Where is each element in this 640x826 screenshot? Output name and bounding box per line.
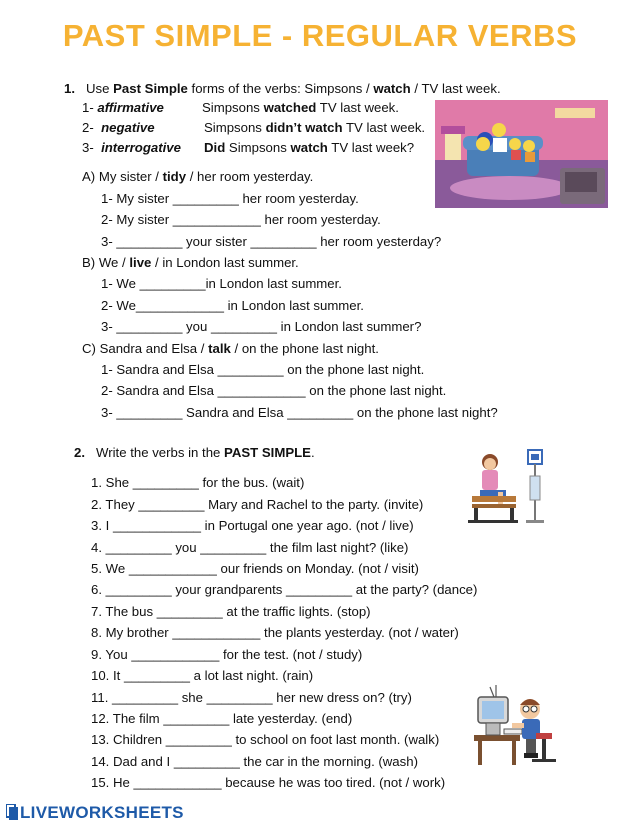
form-number: 2- [82, 120, 94, 135]
list-item: 2. They _________ Mary and Rachel to the party. (invite) [91, 497, 424, 512]
instr-text: Write the verbs in the [96, 445, 225, 460]
list-item: 5. We ____________ our friends on Monday. (not / visit) [91, 561, 419, 576]
form-bold: watched [263, 100, 317, 115]
list-item: 15. He ____________ because he was too tired. (not / work) [91, 775, 446, 790]
form-bold: didn’t watch [265, 120, 343, 135]
group-c-line: 3- _________ Sandra and Elsa _________ on the phone last night? [101, 405, 498, 420]
instr-text: forms of the verbs: Simpsons / [187, 81, 374, 96]
group-text: C) Sandra and Elsa / [82, 341, 209, 356]
exercise-2-instruction [74, 445, 315, 461]
list-item: 11. _________ she _________ her new dress on? (try) [91, 690, 412, 705]
list-item: 1. She _________ for the bus. (wait) [91, 475, 305, 490]
form-text: Simpsons [225, 140, 291, 155]
instr-bold: Past Simple [113, 81, 188, 96]
list-item: 14. Dad and I _________ the car in the morning. (wash) [91, 754, 418, 769]
group-a-heading [82, 169, 313, 185]
list-item: 10. It _________ a lot last night. (rain) [91, 668, 314, 683]
form-example [202, 100, 399, 116]
group-text: / on the phone last night. [230, 341, 379, 356]
form-text: Simpsons [204, 120, 266, 135]
exercise-1-instruction [64, 81, 501, 97]
group-verb: tidy [162, 169, 187, 184]
list-item: 12. The film _________ late yesterday. (end) [91, 711, 353, 726]
group-c-line: 2- Sandra and Elsa ____________ on the phone last night. [101, 383, 447, 398]
group-text: B) We / [82, 255, 130, 270]
form-text: TV last week. [316, 100, 399, 115]
exercise-2-number: 2. [74, 445, 85, 460]
list-item: 9. You ____________ for the test. (not / study) [91, 647, 363, 662]
form-example [204, 120, 425, 136]
form-row [82, 100, 164, 116]
list-item: 7. The bus _________ at the traffic lights. (stop) [91, 604, 371, 619]
group-text: A) My sister / [82, 169, 163, 184]
exercise-1-number: 1. [64, 81, 75, 96]
group-b-line: 1- We _________in London last summer. [101, 276, 342, 291]
simpsons-tv-image [435, 100, 608, 208]
form-tag: negative [101, 120, 155, 135]
logo-text: LIVEWORKSHEETS [20, 803, 184, 822]
list-item: 3. I ____________ in Portugal one year ago. (not / live) [91, 518, 414, 533]
group-text: / in London last summer. [151, 255, 299, 270]
group-a-line: 2- My sister ____________ her room yesterday. [101, 212, 381, 227]
form-text: TV last week? [327, 140, 415, 155]
form-number: 3- [82, 140, 94, 155]
instr-verb: watch [373, 81, 411, 96]
group-b-heading [82, 255, 299, 271]
logo-icon [6, 804, 18, 820]
list-item: 8. My brother ____________ the plants yesterday. (not / water) [91, 625, 459, 640]
group-verb: talk [208, 341, 231, 356]
computer-user-image [470, 683, 558, 767]
form-bold: watch [290, 140, 328, 155]
form-tag: interrogative [101, 140, 181, 155]
group-b-line: 2- We____________ in London last summer. [101, 298, 364, 313]
group-c-heading [82, 341, 379, 357]
list-item: 4. _________ you _________ the film last night? (like) [91, 540, 409, 555]
form-row [82, 120, 155, 136]
form-number: 1- [82, 100, 94, 115]
form-tag: affirmative [97, 100, 164, 115]
bus-stop-girl-image [468, 448, 548, 526]
group-b-line: 3- _________ you _________ in London last summer? [101, 319, 422, 334]
liveworksheets-logo[interactable] [6, 803, 184, 823]
instr-text: Use [86, 81, 114, 96]
form-bold: Did [204, 140, 226, 155]
page-title: PAST SIMPLE - REGULAR VERBS [62, 18, 578, 53]
group-c-line: 1- Sandra and Elsa _________ on the phone last night. [101, 362, 425, 377]
instr-text: . [310, 445, 315, 460]
form-text: Simpsons [202, 100, 264, 115]
instr-text: / TV last week. [410, 81, 501, 96]
list-item: 6. _________ your grandparents _________ at the party? (dance) [91, 582, 478, 597]
group-verb: live [129, 255, 152, 270]
instr-bold: PAST SIMPLE [224, 445, 311, 460]
form-row [82, 140, 181, 156]
form-text: TV last week. [342, 120, 426, 135]
group-text: / her room yesterday. [186, 169, 314, 184]
group-a-line: 3- _________ your sister _________ her room yesterday? [101, 234, 442, 249]
form-example [204, 140, 414, 156]
group-a-line: 1- My sister _________ her room yesterday. [101, 191, 359, 206]
list-item: 13. Children _________ to school on foot last month. (walk) [91, 732, 440, 747]
